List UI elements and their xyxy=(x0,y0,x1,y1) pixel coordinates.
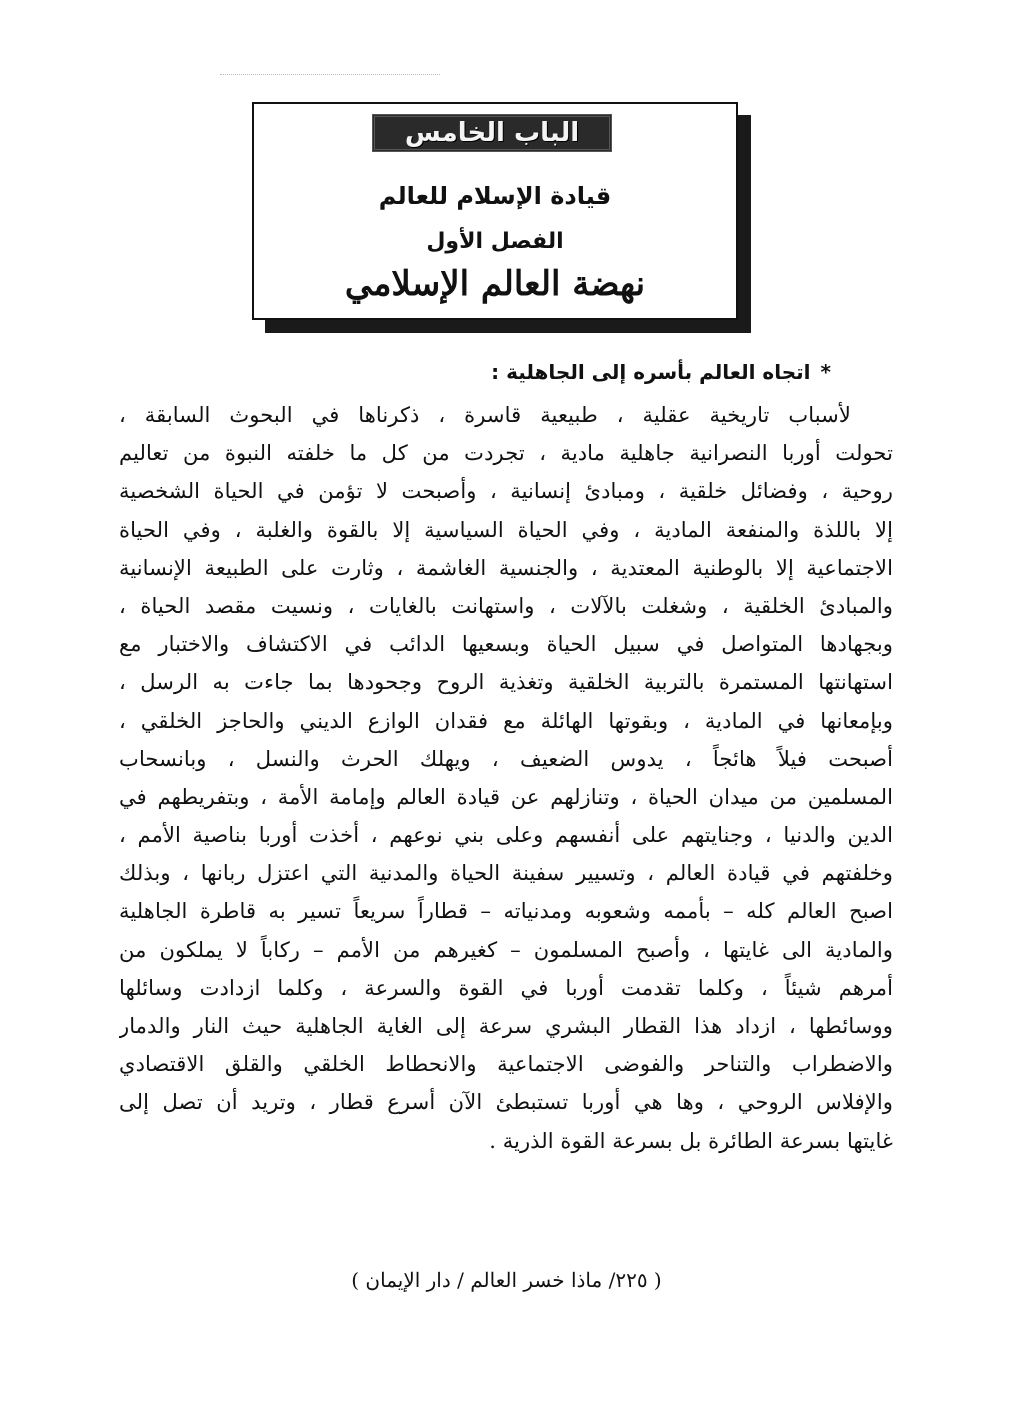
body-line: المسلمين من ميدان الحياة ، وتنازلهم عن قيادة العالم وإمامة الأمة ، وبتفريطهم في xyxy=(119,783,893,809)
scan-artifact xyxy=(220,74,440,77)
heading-bullet: * xyxy=(820,360,831,384)
section-heading xyxy=(491,360,831,384)
body-line: والمادية الى غايتها ، وأصبح المسلمون – كغيرهم من الأمم – ركاباً لا يملكون من xyxy=(119,936,893,962)
body-line: والإفلاس الروحي ، وها هي أوربا تستبطئ الآن أسرع قطار ، وتريد أن تصل إلى xyxy=(119,1089,893,1115)
body-line: روحية ، وفضائل خلقية ، ومبادئ إنسانية ، وأصبحت لا تؤمن في الحياة الشخصية xyxy=(119,478,893,504)
body-line: استهانتها المستمرة بالتربية الخلقية وتغذية الروح وجحودها بما جاءت به الرسل ، xyxy=(119,669,893,695)
chapter-title-box xyxy=(252,102,738,320)
part-title: قيادة الإسلام للعالم xyxy=(378,182,612,210)
body-line: وخلفتهم في قيادة العالم ، وتسيير سفينة الحياة والمدنية التي اعتزل ربانها ، وبذلك xyxy=(119,860,893,886)
body-line: اصبح العالم كله – بأممه وشعوبه ومدنياته – قطاراً سريعاً تسير به قاطرة الجاهلية xyxy=(119,898,893,924)
body-line: تحولت أوربا النصرانية جاهلية مادية ، تجردت من كل ما خلفته النبوة من تعاليم xyxy=(119,440,893,466)
body-paragraph xyxy=(119,396,893,1160)
body-line: وبجهادها المتواصل في سبيل الحياة وبسعيها الدائب في الاكتشاف والاختبار مع xyxy=(119,631,893,657)
body-line: الاجتماعية إلا بالوطنية المعتدية ، والجنسية الغاشمة ، وثارت على الطبيعة الإنسانية xyxy=(119,554,893,580)
body-line: والاضطراب والتناحر والفوضى الاجتماعية والانحطاط الخلقي والقلق الاقتصادي xyxy=(119,1051,893,1077)
body-line: الدين والدنيا ، وجنايتهم على أنفسهم وعلى بني نوعهم ، أخذت أوربا بناصية الأمم ، xyxy=(119,822,893,848)
section-subtitle: نهضة العالم الإسلامي xyxy=(344,264,646,304)
body-line: أمرهم شيئاً ، وكلما تقدمت أوربا في القوة والسرعة ، وكلما ازدادت وسائلها xyxy=(119,974,893,1000)
body-line: ووسائطها ، ازداد هذا القطار البشري سرعة إلى الغاية الجاهلية حيث النار والدمار xyxy=(119,1013,893,1038)
body-line: وبإمعانها في المادية ، وبقوتها الهائلة مع فقدان الوازع الديني والحاجز الخلقي ، xyxy=(119,707,893,733)
chapter-banner xyxy=(372,114,612,152)
body-line: أصبحت فيلاً هائجاً ، يدوس الضعيف ، ويهلك الحرث والنسل ، وبانسحاب xyxy=(119,745,893,771)
body-line: إلا باللذة والمنفعة المادية ، وفي الحياة السياسية إلا بالقوة والغلبة ، وفي الحياة xyxy=(119,516,893,542)
body-line: لأسباب تاريخية عقلية ، طبيعية قاسرة ، ذكرناها في البحوث السابقة ، xyxy=(119,402,851,427)
chapter-label: الباب الخامس xyxy=(404,118,580,148)
section-title: الفصل الأول xyxy=(426,229,564,254)
page-footer: ( ٢٢٥/ ماذا خسر العالم / دار الإيمان ) xyxy=(351,1268,662,1292)
heading-text: اتجاه العالم بأسره إلى الجاهلية : xyxy=(491,360,811,384)
body-line: والمبادئ الخلقية ، وشغلت بالآلات ، واستهانت بالغايات ، ونسيت مقصد الحياة ، xyxy=(119,592,893,618)
body-line: غايتها بسرعة الطائرة بل بسرعة القوة الذرية . xyxy=(489,1127,893,1153)
